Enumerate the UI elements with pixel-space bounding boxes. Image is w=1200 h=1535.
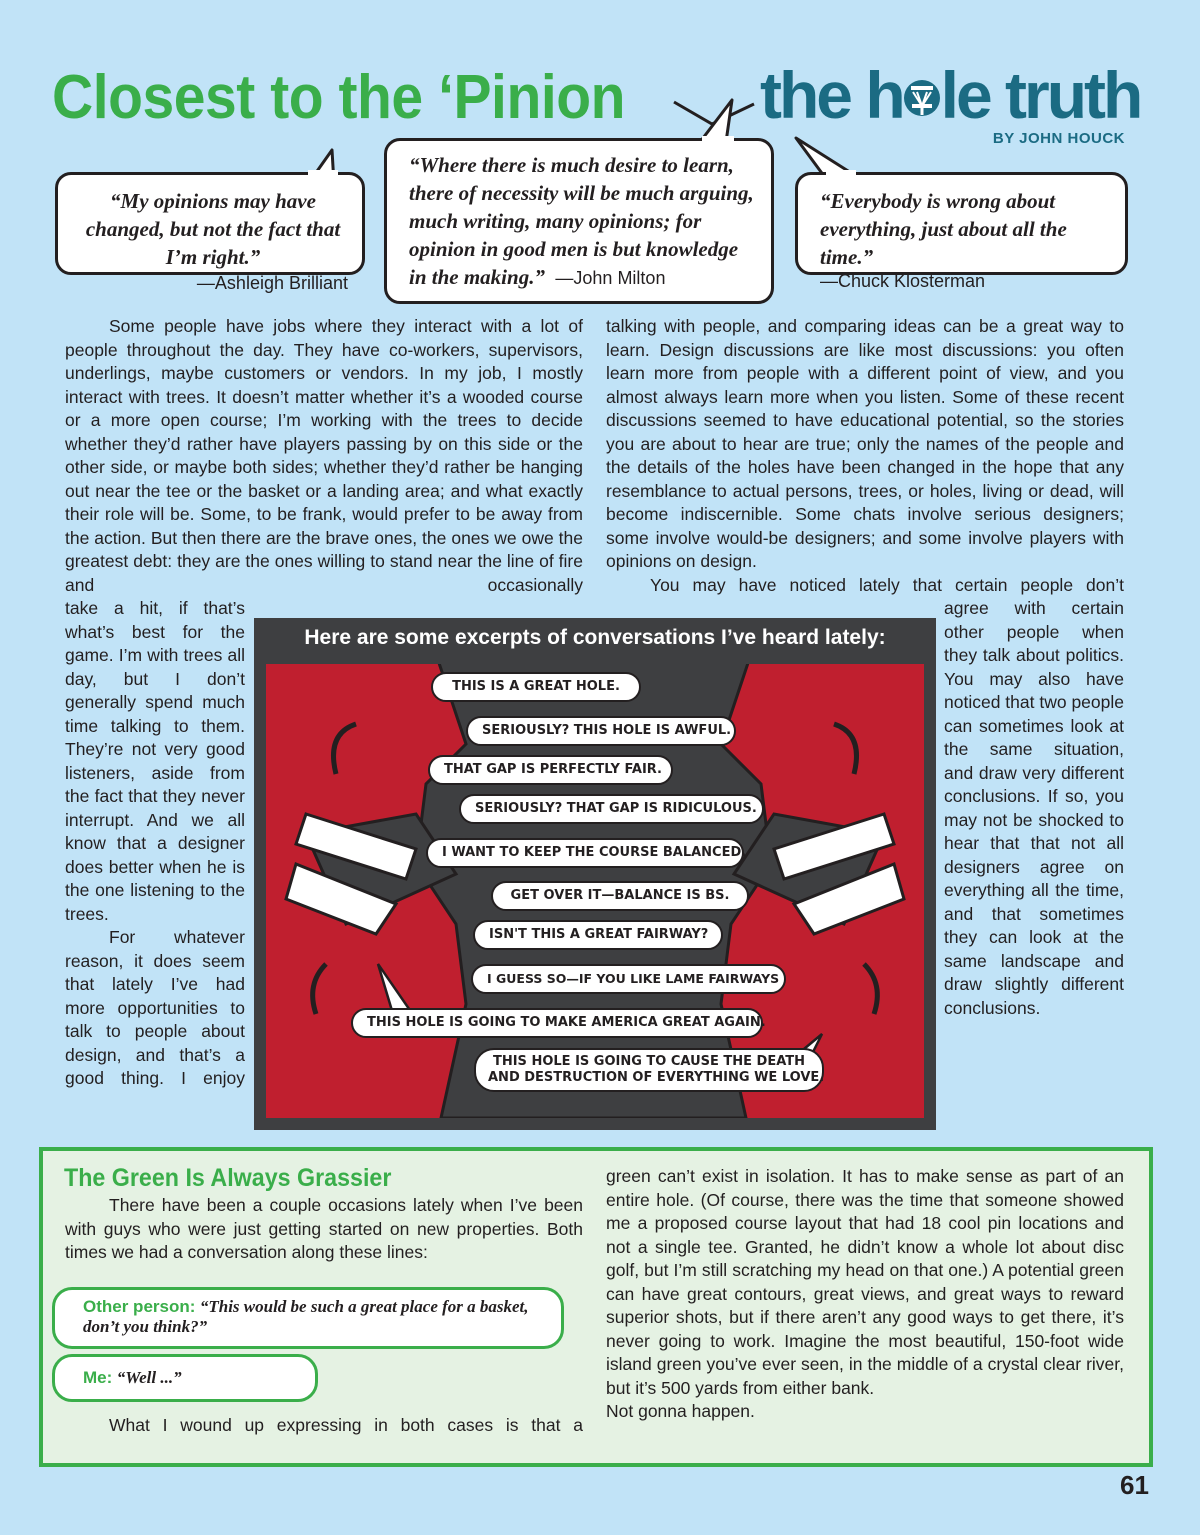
quote-text: “Everybody is wrong about everything, just about all the time.” bbox=[820, 189, 1067, 269]
speaker-line: “This would be such a great place for a basket, don’t you think?” bbox=[83, 1297, 529, 1336]
column-logo bbox=[760, 58, 1141, 132]
article-column-1-top bbox=[65, 315, 583, 597]
speech-bubble: ISN'T THIS A GREAT FAIRWAY? bbox=[473, 920, 723, 950]
speech-bubble: THAT GAP IS PERFECTLY FAIR. bbox=[428, 755, 673, 785]
speech-bubble: SERIOUSLY? THAT GAP IS RIDICULOUS. bbox=[459, 794, 764, 824]
tail-join bbox=[308, 170, 338, 176]
bubble-line: THIS HOLE IS GOING TO CAUSE THE DEATH bbox=[492, 1054, 806, 1069]
quote-author: —John Milton bbox=[555, 268, 666, 288]
logo-text-part2: le truth bbox=[940, 58, 1141, 132]
paragraph: Not gonna happen. bbox=[606, 1401, 755, 1421]
dialogue-me bbox=[52, 1354, 318, 1402]
paragraph: You may have noticed lately that certain people don’t bbox=[650, 574, 1124, 595]
sidebar-title: The Green Is Always Grassier bbox=[64, 1164, 392, 1192]
article-column-2-narrow bbox=[944, 597, 1124, 1020]
speech-bubble: GET OVER IT—BALANCE IS BS. bbox=[491, 881, 749, 911]
paragraph: What I wound up expressing in both cases is that a bbox=[109, 1415, 583, 1435]
paragraph: talking with people, and comparing ideas can be a great way to learn. Design discussions are like most discussions: you often learn more from people with a different point of view, and you almost always learn more when you listen. Some of these recent discussions seemed to have educational potential, so the stories you are about to hear are true; only the names of the people and the details of the holes have been changed in the hope that any resemblance to actual persons, trees, or holes, living or dead, will become indiscernible. Some chats involve serious designers; some involve would-be designers; and some involve players with opinions on design. bbox=[606, 316, 1124, 571]
quote-author: —Ashleigh Brilliant bbox=[196, 273, 348, 293]
speech-bubble: I WANT TO KEEP THE COURSE BALANCED. bbox=[426, 838, 744, 868]
paragraph: Some people have jobs where they interact with a lot of people throughout the day. They have co-workers, supervisors, underlings, maybe customers or vendors. In my job, I mostly interact with trees. It doesn’t matter whether it’s a wooded course or a more open course; I’m working with the trees to decide whether they’d rather have players passing by on this side or the other side, or maybe both sides; whether they’d rather be hanging out near the tee or the basket or a landing area; and what exactly their role will be. Some, to be frank, would prefer to be away from the action. But then there are the brave ones, the ones we owe the greatest debt: they are the ones willing to stand near the line of fire and occasionally bbox=[65, 316, 583, 595]
speaker-line: “Well ...” bbox=[116, 1368, 182, 1387]
quote-bubble-klosterman bbox=[795, 172, 1128, 291]
paragraph: take a hit, if that’s what’s best for the game. I’m with trees all day, but I don’t generally spend much time talking to them. They’re not very good listeners, aside from the fact that they never interrupt. And we all know that a designer does better when he is the one listening to the trees. bbox=[65, 598, 245, 924]
paragraph: For whatever reason, it does seem that lately I’ve had more opportunities to talk to people about design, and that’s a good thing. I enjoy bbox=[65, 927, 245, 1088]
speech-bubble-two-line bbox=[474, 1048, 824, 1092]
disc-basket-icon bbox=[903, 66, 941, 116]
speaker-label: Other person: bbox=[83, 1297, 196, 1316]
tail-join bbox=[702, 136, 734, 142]
article-title: Closest to the ‘Pinion bbox=[52, 63, 625, 132]
byline: BY JOHN HOUCK bbox=[992, 130, 1125, 147]
comic-panel bbox=[254, 618, 936, 1130]
logo-text-part1: the h bbox=[760, 58, 903, 132]
quote-bubble-milton bbox=[384, 138, 774, 304]
speech-bubble: THIS HOLE IS GOING TO MAKE AMERICA GREAT AGAIN. bbox=[351, 1008, 763, 1038]
quote-author: —Chuck Klosterman bbox=[820, 271, 986, 291]
sidebar-intro bbox=[65, 1194, 583, 1265]
paragraph: green can’t exist in isolation. It has to make sense as part of an entire hole. (Of course, there was the time that someone showed me a proposed course layout that had 18 cool pin locations and not a single tee. Granted, he didn’t know a whole lot about disc golf, but I’m still scratching my head on that one.) A potential green can have great contours, great views, and great ways to reward superior shots, but if there aren’t any good ways to get there, it’s never going to work. Imagine the most beautiful, 150-foot wide island green you’ve ever seen, in the middle of a crystal clear river, but it’s 500 yards from either bank. bbox=[606, 1166, 1124, 1398]
paragraph: There have been a couple occasions lately when I’ve been with guys who were just getting started on new properties. Both times we had a conversation along these lines: bbox=[65, 1195, 583, 1262]
speaker-label: Me: bbox=[83, 1368, 113, 1387]
page-number: 61 bbox=[1120, 1470, 1149, 1500]
speech-bubble: SERIOUSLY? THIS HOLE IS AWFUL. bbox=[466, 716, 736, 746]
quote-bubble-brilliant bbox=[55, 172, 365, 293]
speech-bubble: THIS IS A GREAT HOLE. bbox=[431, 672, 641, 702]
quote-text: “Where there is much desire to learn, there of necessity will be much arguing, much writing, many opinions; for opinion in good men is but knowledge in the making.” bbox=[409, 153, 754, 289]
speech-bubble: I GUESS SO—IF YOU LIKE LAME FAIRWAYS bbox=[471, 964, 786, 994]
quote-text: “My opinions may have changed, but not the fact that I’m right.” bbox=[85, 189, 341, 269]
article-column-2-top bbox=[606, 315, 1124, 597]
sidebar-after bbox=[65, 1414, 583, 1438]
sidebar-right-column bbox=[606, 1165, 1124, 1424]
article-column-1-narrow bbox=[65, 597, 245, 1091]
paragraph: agree with certain other people when they talk about politics. You may also have noticed that two people can sometimes look at the same situation, and draw very different conclusions. If so, you may not be shocked to hear that that not all designers agree on everything all the time, and that sometimes they can look at the same landscape and draw slightly different conclusions. bbox=[944, 598, 1124, 1018]
comic-heading: Here are some excerpts of conversations I’ve heard lately: bbox=[304, 626, 886, 649]
dialogue-other-person bbox=[52, 1287, 564, 1349]
tail-join bbox=[826, 170, 856, 176]
comic-illustration bbox=[266, 664, 924, 1118]
bubble-line: AND DESTRUCTION OF EVERYTHING WE LOVE. bbox=[488, 1070, 825, 1085]
